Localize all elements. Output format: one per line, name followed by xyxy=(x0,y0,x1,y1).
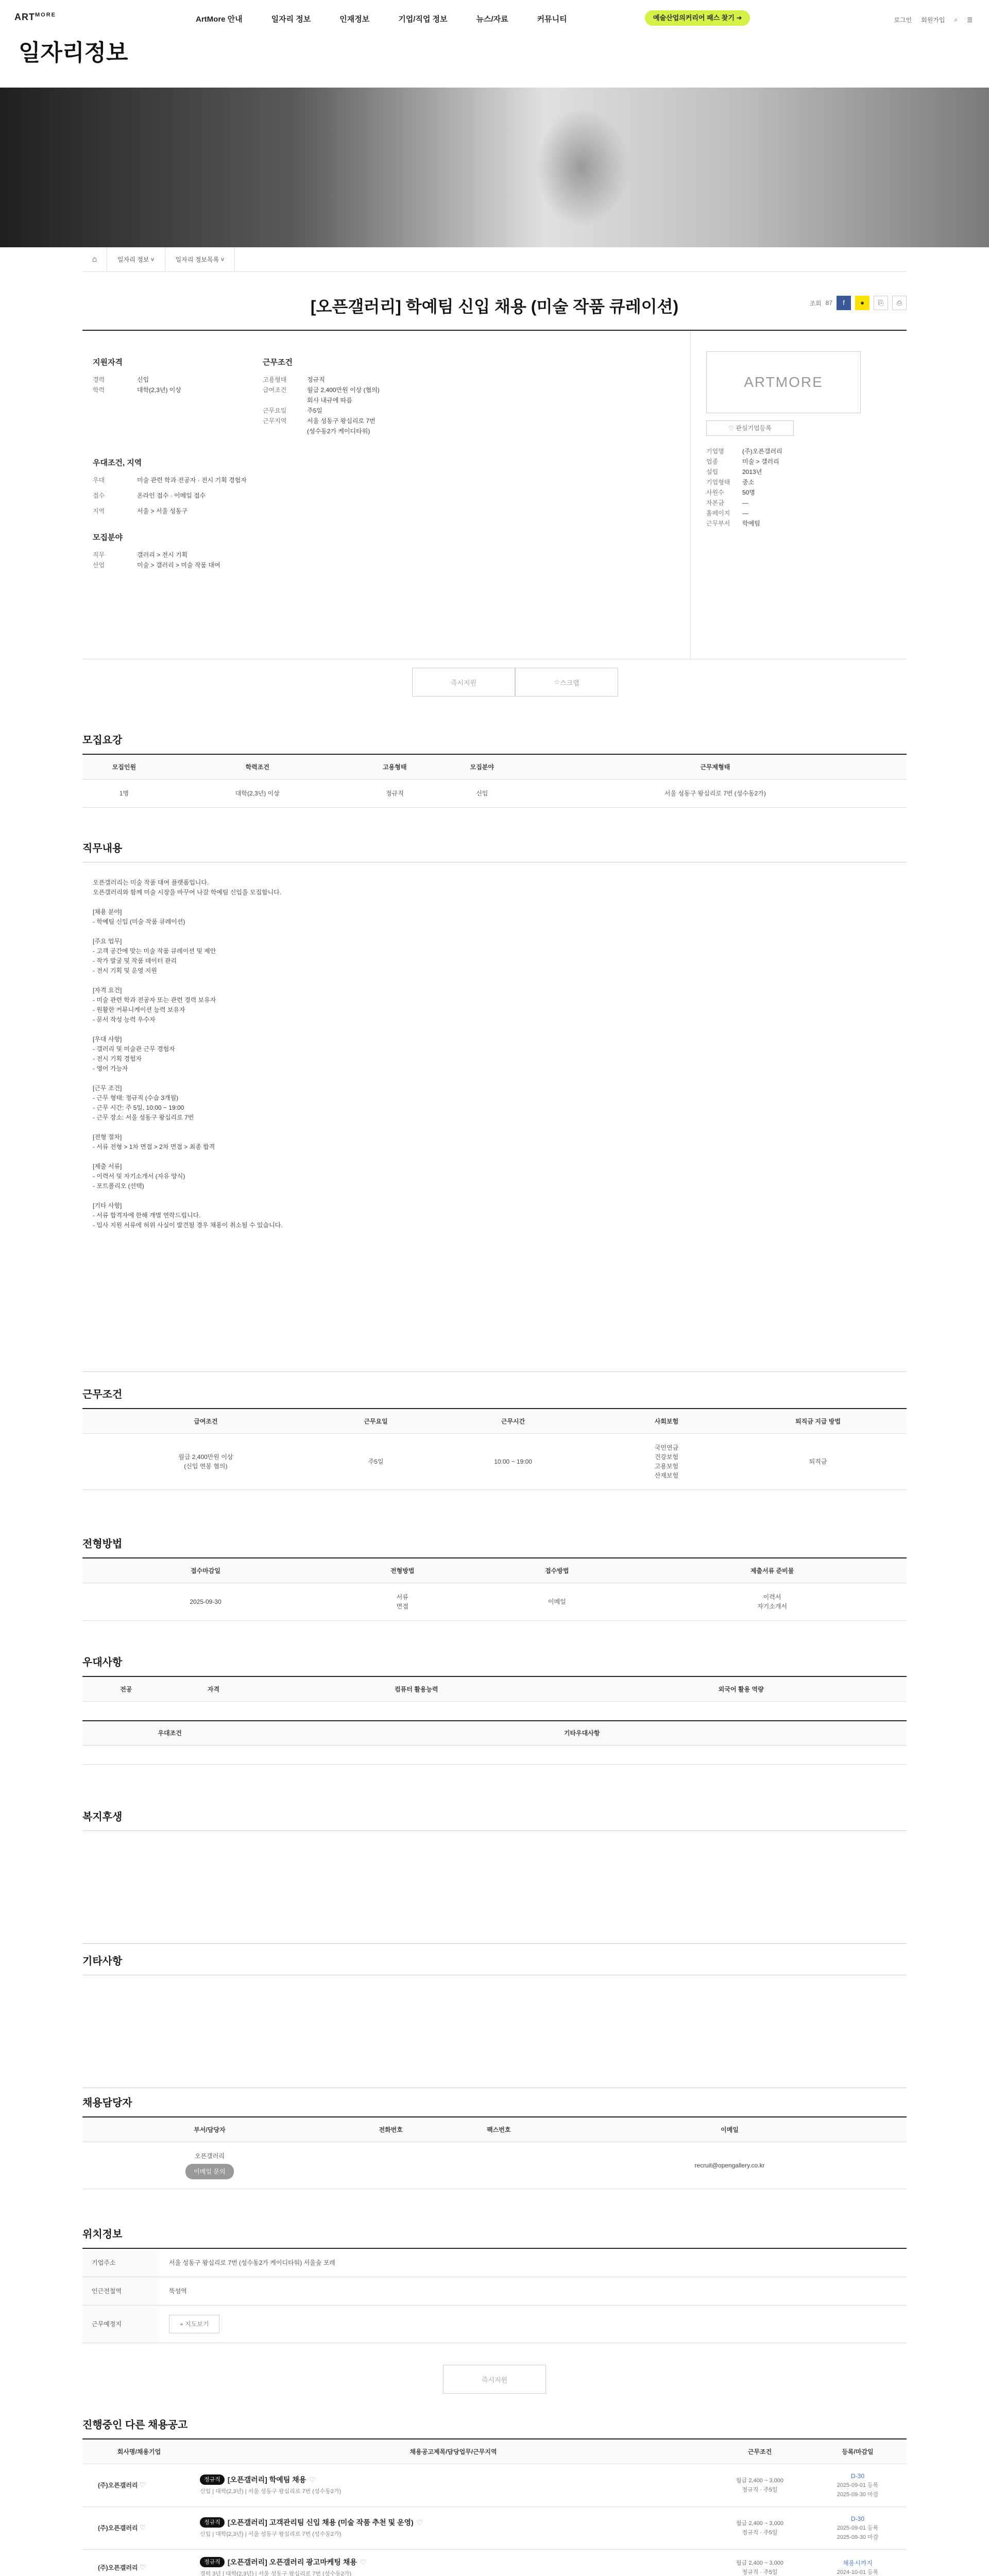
job-sub: 경력 3년 | 대학(2,3년) | 서울 성동구 왕십리로 7번 (성수동2가) xyxy=(200,2570,352,2576)
welfare-section xyxy=(82,1808,907,1944)
nav-item[interactable]: 뉴스/자료 xyxy=(476,15,508,24)
duty-line xyxy=(93,1123,896,1132)
keywords-title: 우대조건, 지역 xyxy=(93,459,142,467)
job-link[interactable]: [오픈갤러리] 고객관리팀 신입 채용 (미술 작품 추천 및 운영) xyxy=(227,2518,414,2527)
login-link[interactable]: 로그인 xyxy=(894,16,912,24)
value: (주)오픈갤러리 xyxy=(742,448,782,455)
th: 학력조건 xyxy=(166,754,349,779)
job-date-cell xyxy=(809,2464,907,2506)
th: 전공 xyxy=(82,1676,170,1701)
label: 근무지역 xyxy=(263,417,287,425)
duty-line: - 근무 형태: 정규직 (수습 3개월) xyxy=(93,1094,179,1101)
duty-line xyxy=(93,1152,896,1162)
td xyxy=(82,2142,337,2189)
dday: D-30 xyxy=(850,2515,864,2522)
duty-line: - 학예팀 신입 (미술 작품 큐레이션) xyxy=(93,918,185,925)
value: 신입 xyxy=(137,376,149,383)
search-icon[interactable]: ⌕ xyxy=(954,16,958,23)
th: 우대조건 xyxy=(82,1721,257,1745)
td: 이메일 xyxy=(476,1583,638,1620)
type-badge: 정규직 xyxy=(200,2517,225,2528)
label: 근무부서 xyxy=(706,520,730,527)
company-name[interactable]: (주)오픈갤러리 ♡ xyxy=(82,2549,196,2576)
duty-line: 오픈갤러리와 함께 미술 시장을 바꾸어 나갈 학예팀 신입을 모집합니다. xyxy=(93,889,282,896)
label: 경력 xyxy=(93,376,105,383)
company-name[interactable]: (주)오픈갤러리 ♡ xyxy=(82,2464,196,2506)
duty-line: - 입사 지원 서류에 허위 사실이 발견될 경우 채용이 취소될 수 있습니다. xyxy=(93,1222,283,1229)
th: 고용형태 xyxy=(349,754,440,779)
duty-line: - 미술 관련 학과 전공자 또는 관련 경력 보유자 xyxy=(93,996,216,1004)
value: 2013년 xyxy=(742,468,762,476)
duty-line xyxy=(93,897,896,907)
hero-image xyxy=(0,88,989,247)
section-title: 모집요강 xyxy=(82,735,123,746)
td: 이력서 자기소개서 xyxy=(638,1583,907,1620)
td xyxy=(82,1701,170,1721)
signup-link[interactable]: 회원가입 xyxy=(921,16,945,24)
pref-section xyxy=(82,1654,907,1765)
duty-line: - 전시 기획 경험자 xyxy=(93,1055,142,1062)
td xyxy=(257,1745,907,1765)
job-row[interactable] xyxy=(82,2549,907,2576)
td xyxy=(337,2142,445,2189)
label: 고용형태 xyxy=(263,376,287,383)
workcond-title: 근무조건 xyxy=(263,358,293,367)
th: 전화번호 xyxy=(337,2117,445,2142)
section-title: 위치정보 xyxy=(82,2229,123,2240)
value: 중소 xyxy=(742,479,755,486)
section-title: 채용담당자 xyxy=(82,2097,132,2109)
duty-line: [기타 사항] xyxy=(93,1202,122,1209)
label: 홈페이지 xyxy=(706,510,730,517)
value: 월급 2,400만원 이상 (협의) 회사 내규에 따름 xyxy=(307,386,380,404)
nav-item[interactable]: 인재정보 xyxy=(339,15,370,24)
th: 등록/마감일 xyxy=(809,2439,907,2464)
th: 외국어 활용 역량 xyxy=(575,1676,907,1701)
label: 지역 xyxy=(93,507,105,515)
field-title: 모집분야 xyxy=(93,533,123,542)
job-sub: 신입 | 대학(2,3년) | 서울 성동구 왕십리로 7번 (성수동2가) xyxy=(200,2488,342,2495)
duty-content xyxy=(82,862,907,1372)
duty-line: [주요 업무] xyxy=(93,938,122,945)
label: 직무 xyxy=(93,551,105,558)
th: 퇴직금 지급 방법 xyxy=(729,1409,907,1433)
link-icon[interactable]: ⎘ xyxy=(874,296,888,310)
label: 급여조건 xyxy=(263,386,287,394)
label: 기업형태 xyxy=(706,479,730,486)
ongoing-section xyxy=(82,2416,907,2576)
job-cell xyxy=(196,2549,711,2576)
value: 서울 > 서울 성동구 xyxy=(137,507,188,515)
duty-line: [채용 분야] xyxy=(93,908,122,916)
dday: 채용시까지 xyxy=(843,2559,873,2567)
manager-section xyxy=(82,2094,907,2189)
label: 우대 xyxy=(93,477,105,484)
bookmark-icon[interactable]: ♡ xyxy=(416,2518,423,2527)
th: 접수방법 xyxy=(476,1558,638,1583)
duty-section xyxy=(82,840,907,1372)
duty-line: - 근무 시간: 주 5일, 10:00 ~ 19:00 xyxy=(93,1104,184,1111)
duty-line xyxy=(93,927,896,937)
td xyxy=(170,1701,258,1721)
workcond-group xyxy=(263,357,380,436)
td: 서울 성동구 왕십리로 7번 (성수동2가 케이디타워) 서울숲 포레 xyxy=(160,2248,907,2277)
th: 근무시간 xyxy=(422,1409,603,1433)
dept: 오픈갤러리 xyxy=(194,2152,225,2160)
td: 1명 xyxy=(82,779,166,807)
th: 부서/담당자 xyxy=(82,2117,337,2142)
bookmark-icon[interactable]: ♡ xyxy=(360,2557,367,2566)
section-title: 우대사항 xyxy=(82,1657,123,1668)
td: 10:00 ~ 19:00 xyxy=(422,1433,603,1489)
section-title: 근무조건 xyxy=(82,1389,123,1400)
label: 기업명 xyxy=(706,448,724,455)
contact-button[interactable]: 이메일 문의 xyxy=(185,2164,233,2179)
value: 50명 xyxy=(742,489,755,496)
th: 모집분야 xyxy=(440,754,524,779)
job-row[interactable] xyxy=(82,2464,907,2506)
cond-section xyxy=(82,1386,907,1490)
value: 정규직 xyxy=(307,376,325,383)
td: 국민연금 건강보험 고용보험 산재보험 xyxy=(604,1433,729,1489)
job-link[interactable]: [오픈갤러리] 학예팀 채용 xyxy=(227,2475,306,2484)
page-title: 일자리정보 xyxy=(19,40,128,65)
apply-button[interactable]: 즉시지원 xyxy=(443,2365,546,2394)
site-logo[interactable]: $ART^{MORE}$ xyxy=(14,12,56,22)
nav-item[interactable]: 일자리 정보 xyxy=(271,15,311,24)
etc-section xyxy=(82,1953,907,2088)
breadcrumb xyxy=(82,247,907,272)
td: 인근전철역 xyxy=(82,2277,160,2306)
date: 2025-09-01 등록 2025-09-30 마감 xyxy=(837,2482,879,2498)
breadcrumb-item[interactable]: 일자리 정보 ˅ xyxy=(107,247,165,272)
th: 급여조건 xyxy=(82,1409,329,1433)
global-nav xyxy=(196,13,596,24)
nav-item[interactable]: 커뮤니티 xyxy=(537,15,567,24)
label: 사원수 xyxy=(706,489,724,496)
job-sub: 신입 | 대학(2,3년) | 서울 성동구 왕십리로 7번 (성수동2가) xyxy=(200,2531,342,2537)
duty-line: - 이력서 및 자기소개서 (자유 양식) xyxy=(93,1173,185,1180)
breadcrumb-item[interactable]: 일자리 정보목록 ˅ xyxy=(165,247,235,272)
duty-line: - 고객 공간에 맞는 미술 작품 큐레이션 및 제안 xyxy=(93,947,216,955)
nav-item[interactable]: 기업/직업 정보 xyxy=(398,15,448,24)
value: 주5일 xyxy=(307,407,322,414)
job-cond: 월급 2,400 ~ 3,000 정규직 · 주5일 xyxy=(711,2464,809,2506)
td: 대학(2,3년) 이상 xyxy=(166,779,349,807)
facebook-icon[interactable]: f xyxy=(837,296,851,310)
etc-content xyxy=(82,1975,907,2088)
label: 근무요일 xyxy=(263,407,287,414)
label: 자본금 xyxy=(706,499,724,506)
site-header xyxy=(0,0,989,65)
value: 서울 성동구 왕십리로 7번 (성수동2가 케이디타워) xyxy=(307,417,376,435)
summary-left xyxy=(93,357,680,570)
duty-line: - 포트폴리오 (선택) xyxy=(93,1182,144,1190)
duty-line: - 작가 발굴 및 작품 데이터 관리 xyxy=(93,957,177,964)
value: 미술 관련 학과 전공자 · 전시 기획 경험자 xyxy=(137,477,247,484)
value: 대학(2,3년) 이상 xyxy=(137,386,181,394)
value: — xyxy=(742,510,748,517)
duty-line: - 문서 작성 능력 우수자 xyxy=(93,1016,156,1023)
th: 컴퓨터 활용능력 xyxy=(257,1676,575,1701)
duty-line: - 원활한 커뮤니케이션 능력 보유자 xyxy=(93,1006,185,1013)
td xyxy=(445,2142,553,2189)
nav-item[interactable]: ArtMore 안내 xyxy=(196,15,243,24)
views-label: 조회 xyxy=(809,299,822,307)
apply-buttons xyxy=(412,668,618,697)
career-path-button[interactable]: 예술산업의커리어 패스 찾기 ➜ xyxy=(645,10,750,26)
scrap-button[interactable]: ☆ 스크랩 xyxy=(515,668,618,697)
label: 설립 xyxy=(706,468,719,476)
value: 갤러리 > 전시 기획 xyxy=(137,551,188,558)
qualify-title: 지원자격 xyxy=(93,358,123,367)
duty-line: [근무 조건] xyxy=(93,1084,122,1092)
td xyxy=(257,1701,575,1721)
process-section xyxy=(82,1535,907,1621)
th: 근무요일 xyxy=(329,1409,423,1433)
duty-line: [자격 요건] xyxy=(93,987,122,994)
date: 2024-10-01 등록 xyxy=(837,2569,879,2575)
job-date-cell xyxy=(809,2549,907,2576)
job-link[interactable]: [오픈갤러리] 오픈갤러리 광고마케팅 채용 xyxy=(227,2557,357,2566)
recruit-section xyxy=(82,732,907,808)
value: 학예팀 xyxy=(742,520,760,527)
duty-line: - 근무 장소: 서울 성동구 왕십리로 7번 xyxy=(93,1114,194,1121)
td: 주5일 xyxy=(329,1433,423,1489)
label: 업종 xyxy=(706,458,719,465)
th: 기타우대사항 xyxy=(257,1721,907,1745)
td xyxy=(82,1745,257,1765)
email[interactable]: recruit@opengallery.co.kr xyxy=(553,2142,907,2189)
duty-line: - 서류 합격자에 한해 개별 연락드립니다. xyxy=(93,1212,201,1219)
company-box xyxy=(690,331,907,660)
menu-icon[interactable]: ☰ xyxy=(967,16,973,24)
th: 제출서류 준비물 xyxy=(638,1558,907,1583)
print-icon[interactable]: ⎙ xyxy=(892,296,907,310)
td: 퇴직금 xyxy=(729,1433,907,1489)
company-name[interactable]: (주)오픈갤러리 ♡ xyxy=(82,2506,196,2549)
td xyxy=(575,1701,907,1721)
duty-line xyxy=(93,1191,896,1201)
duty-line: - 갤러리 및 미술관 근무 경험자 xyxy=(93,1045,175,1053)
td: 서울 성동구 왕십리로 7번 (성수동2가) xyxy=(524,779,907,807)
qualify-group xyxy=(93,357,263,436)
section-title: 기타사항 xyxy=(82,1956,123,1967)
duty-line xyxy=(93,1074,896,1083)
value: — xyxy=(742,499,748,506)
section-title: 직무내용 xyxy=(82,843,123,854)
header-utils xyxy=(884,15,973,24)
job-title: [오픈갤러리] 학예팀 신입 채용 (미술 작품 큐레이션) xyxy=(310,297,679,316)
td: 2025-09-30 xyxy=(82,1583,329,1620)
duty-line xyxy=(93,976,896,986)
duty-line: - 전시 기획 및 운영 지원 xyxy=(93,967,157,974)
home-icon[interactable]: ⌂ xyxy=(82,247,107,272)
welfare-content xyxy=(82,1831,907,1944)
th: 근무제형태 xyxy=(524,754,907,779)
job-cond: 월급 2,400 ~ 3,000 정규직 · 주5일 xyxy=(711,2549,809,2576)
th: 모집인원 xyxy=(82,754,166,779)
apply-buttons-bottom xyxy=(443,2365,546,2394)
field-group xyxy=(93,532,680,570)
th: 근무조건 xyxy=(711,2439,809,2464)
dday: D-30 xyxy=(850,2472,864,2480)
duty-line xyxy=(93,1025,896,1035)
th: 팩스번호 xyxy=(445,2117,553,2142)
job-summary xyxy=(82,330,907,659)
job-cell xyxy=(196,2464,711,2506)
section-title: 복지후생 xyxy=(82,1811,123,1823)
keywords-group xyxy=(93,457,680,516)
value: 미술 > 갤러리 > 미술 작품 대여 xyxy=(137,562,220,569)
job-date-cell xyxy=(809,2506,907,2549)
map-button[interactable]: ⌖ 지도보기 xyxy=(169,2315,219,2333)
value: 미술 > 갤러리 xyxy=(742,458,779,465)
section-title: 진행중인 다른 채용공고 xyxy=(82,2419,188,2431)
th: 전형방법 xyxy=(329,1558,476,1583)
th: 이메일 xyxy=(553,2117,907,2142)
th: 채용공고제목/담당업무/근무지역 xyxy=(196,2439,711,2464)
duty-line: [우대 사항] xyxy=(93,1036,122,1043)
job-row[interactable] xyxy=(82,2506,907,2549)
label: 학력 xyxy=(93,386,105,394)
td: 월급 2,400만원 이상 (신입 연봉 협의) xyxy=(82,1433,329,1489)
duty-line: - 영어 가능자 xyxy=(93,1065,128,1072)
apply-button[interactable]: 즉시지원 xyxy=(412,668,515,697)
location-section xyxy=(82,2226,907,2343)
td: 기업주소 xyxy=(82,2248,160,2277)
td xyxy=(160,2306,907,2343)
fav-company-button[interactable]: ♡ 관심기업등록 xyxy=(706,420,794,436)
label: 접수 xyxy=(93,492,105,499)
bookmark-icon[interactable]: ♡ xyxy=(309,2475,316,2484)
job-cell xyxy=(196,2506,711,2549)
heart-icon[interactable]: ♡ xyxy=(139,2563,146,2571)
td: 뚝섬역 xyxy=(160,2277,907,2306)
value: 온라인 접수 · 이메일 접수 xyxy=(137,492,206,499)
date: 2025-09-01 등록 2025-09-30 마감 xyxy=(837,2524,879,2540)
duty-line: - 서류 전형 > 1차 면접 > 2차 면접 > 최종 합격 xyxy=(93,1143,215,1150)
th: 사회보험 xyxy=(604,1409,729,1433)
td: 근무예정지 xyxy=(82,2306,160,2343)
th: 회사명/채용기업 xyxy=(82,2439,196,2464)
share-bar xyxy=(809,296,907,310)
heart-icon[interactable]: ♡ xyxy=(139,2523,146,2532)
duty-line: [제출 서류] xyxy=(93,1163,122,1170)
type-badge: 정규직 xyxy=(200,2475,225,2485)
td: 신입 xyxy=(440,779,524,807)
job-cond: 월급 2,400 ~ 3,000 정규직 · 주5일 xyxy=(711,2506,809,2549)
heart-icon[interactable]: ♡ xyxy=(139,2481,146,2489)
td: 정규직 xyxy=(349,779,440,807)
th: 자격 xyxy=(170,1676,258,1701)
kakao-icon[interactable]: ● xyxy=(855,296,869,310)
company-logo: ARTMORE xyxy=(706,351,861,413)
section-title: 전형방법 xyxy=(82,1538,123,1550)
th: 접수마감일 xyxy=(82,1558,329,1583)
company-info xyxy=(706,446,907,529)
label: 산업 xyxy=(93,562,105,569)
td: 서류 면접 xyxy=(329,1583,476,1620)
type-badge: 정규직 xyxy=(200,2557,225,2567)
views-count: 87 xyxy=(825,299,832,307)
duty-line: [전형 절차] xyxy=(93,1133,122,1141)
duty-line: 오픈갤러리는 미술 작품 대여 플랫폼입니다. xyxy=(93,879,209,886)
